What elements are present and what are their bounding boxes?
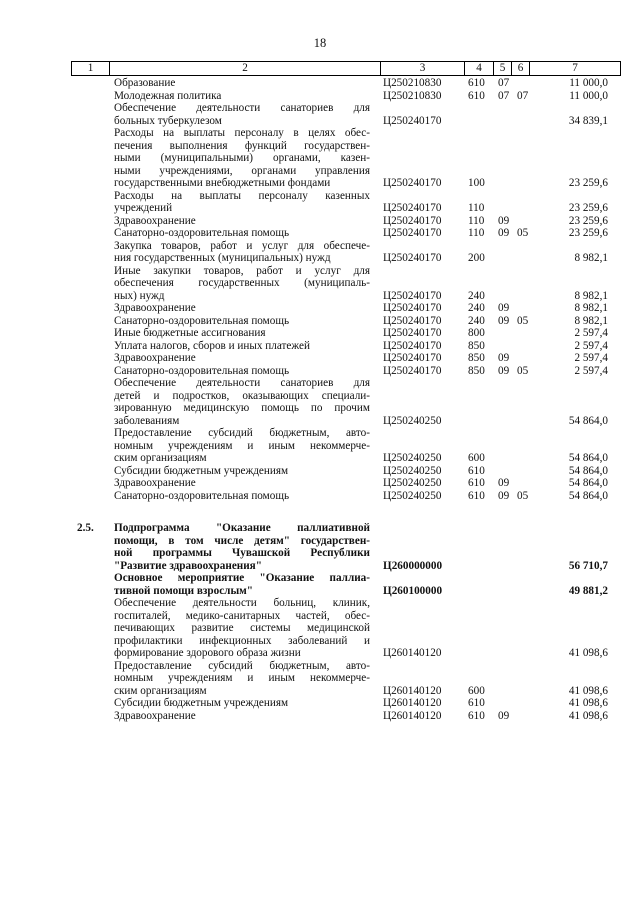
section-code: 09 [498, 314, 510, 327]
target-article-code: Ц250240170 [383, 352, 442, 364]
row-line [0, 190, 640, 203]
target-article-code: Ц250240170 [383, 227, 442, 239]
row-line [0, 115, 640, 128]
target-article-code: Ц250240250 [383, 452, 442, 464]
target-article-code: Ц250240170 [383, 177, 442, 189]
row-line [0, 177, 640, 190]
amount: 2 597,4 [574, 352, 608, 364]
row-line [0, 77, 640, 90]
amount: 54 864,0 [568, 477, 608, 489]
row-name-text: "Развитие здравоохранения" [114, 559, 262, 572]
row-line [0, 622, 640, 635]
header-col-2: 2 [110, 62, 381, 75]
expense-type: 240 [468, 314, 485, 327]
expense-type: 600 [468, 684, 485, 697]
target-article-code: Ц250240250 [383, 489, 442, 502]
row-name-text: Санаторно-оздоровительная помощь [114, 227, 290, 239]
row-name-text: номным учреждениям и иным некоммерче- [114, 439, 370, 452]
row-line [0, 427, 640, 440]
target-article-code: Ц250240250 [383, 464, 442, 477]
row-line [0, 522, 640, 535]
expense-type: 240 [468, 289, 485, 302]
row-line [0, 572, 640, 585]
expense-type: 610 [468, 709, 485, 722]
subsection-code: 05 [517, 364, 529, 377]
row-name-text: больных туберкулезом [114, 114, 222, 127]
subsection-code: 05 [517, 489, 529, 502]
amount: 56 710,7 [568, 559, 608, 572]
table-row [0, 465, 640, 478]
row-name-text: ных) нужд [114, 289, 165, 302]
table-header [71, 61, 621, 76]
section-code: 09 [498, 364, 510, 377]
row-line [0, 465, 640, 478]
expense-type: 610 [468, 464, 485, 477]
table-row [0, 377, 640, 427]
row-line [0, 352, 640, 365]
row-name-text: Уплата налогов, сборов и иных платежей [114, 339, 310, 352]
target-article-code: Ц250240170 [383, 214, 442, 227]
row-name-text: ными учреждениями, органами управления [114, 164, 370, 177]
table-row [0, 77, 640, 90]
row-line [0, 415, 640, 428]
expense-type: 600 [468, 452, 485, 464]
row-name-text: Здравоохранение [114, 214, 196, 227]
table-row [0, 215, 640, 228]
row-line [0, 585, 640, 598]
row-line [0, 265, 640, 278]
table-row [0, 477, 640, 490]
target-article-code: Ц250240170 [383, 252, 442, 264]
row-line [0, 402, 640, 415]
section-code: 07 [498, 77, 510, 89]
expense-type: 610 [468, 89, 485, 102]
row-line [0, 672, 640, 685]
table-row [0, 597, 640, 660]
target-article-code: Ц260140120 [383, 697, 442, 709]
target-article-code: Ц250240250 [383, 414, 442, 427]
row-line [0, 560, 640, 573]
row-line [0, 102, 640, 115]
row-line [0, 440, 640, 453]
amount: 54 864,0 [568, 414, 608, 427]
section-code: 09 [498, 489, 510, 502]
section-code: 07 [498, 89, 510, 102]
section-code: 09 [498, 227, 510, 239]
row-line [0, 327, 640, 340]
table-row [0, 572, 640, 597]
row-line [0, 610, 640, 623]
expense-type: 100 [468, 177, 485, 189]
table-row [0, 190, 640, 215]
budget-table-body [0, 77, 640, 722]
row-name-text: заболеваниям [114, 414, 180, 427]
target-article-code: Ц250240170 [383, 302, 442, 314]
row-name-text: зированную медицинскую помощь по прочим [114, 402, 370, 414]
table-row [0, 502, 640, 522]
row-line [0, 140, 640, 153]
row-name-text: Образование [114, 77, 176, 89]
section-code: 09 [498, 477, 510, 489]
row-name-text: ским организациям [114, 684, 207, 697]
row-line [0, 302, 640, 315]
row-line [0, 227, 640, 240]
expense-type: 610 [468, 77, 485, 89]
row-line [0, 477, 640, 490]
section-code: 09 [498, 352, 510, 364]
amount: 8 982,1 [574, 302, 608, 314]
row-name-text: обеспечения государственных (муниципаль- [114, 277, 370, 289]
amount: 8 982,1 [574, 252, 608, 264]
table-row [0, 302, 640, 315]
row-line [0, 635, 640, 648]
table-row [0, 340, 640, 353]
row-name-text: Здравоохранение [114, 352, 196, 364]
target-article-code: Ц260140120 [383, 709, 442, 722]
row-line [0, 90, 640, 103]
row-name-text: формирование здорового образа жизни [114, 647, 301, 659]
target-article-code: Ц250240170 [383, 327, 442, 339]
table-row [0, 427, 640, 465]
header-col-5: 5 [494, 62, 512, 75]
row-line [0, 165, 640, 178]
table-row [0, 90, 640, 103]
row-line [0, 240, 640, 253]
target-article-code: Ц250210830 [383, 89, 442, 102]
amount: 54 864,0 [568, 489, 608, 502]
target-article-code: Ц260140120 [383, 647, 442, 659]
header-col-4: 4 [465, 62, 494, 75]
row-name-text: Здравоохранение [114, 709, 196, 722]
row-line [0, 685, 640, 698]
row-name-text: печения выполнения функций государствен- [114, 139, 370, 152]
amount: 41 098,6 [568, 647, 608, 659]
row-line [0, 252, 640, 265]
row-name-text: Санаторно-оздоровительная помощь [114, 364, 290, 377]
row-name-text: Обеспечение деятельности больниц, клиник, [114, 597, 370, 609]
amount: 54 864,0 [568, 464, 608, 477]
expense-type: 240 [468, 302, 485, 314]
row-name-text: Иные закупки товаров, работ и услуг для [114, 264, 370, 277]
amount: 2 597,4 [574, 327, 608, 339]
amount: 23 259,6 [568, 227, 608, 239]
row-name-text: Расходы на выплаты персоналу казенных [114, 189, 370, 202]
row-name-text: помощи, в том числе детям" государствен- [114, 534, 370, 547]
row-name-text: Обеспечение деятельности санаториев для [114, 102, 370, 114]
row-line [0, 390, 640, 403]
amount: 11 000,0 [569, 77, 608, 89]
subsection-code: 05 [517, 314, 529, 327]
target-article-code: Ц250240250 [383, 477, 442, 489]
row-name-text: госпиталей, медико-санитарных частей, обес- [114, 609, 370, 622]
table-row [0, 352, 640, 365]
row-name-text: Здравоохранение [114, 477, 196, 489]
row-line [0, 127, 640, 140]
row-line [0, 315, 640, 328]
amount: 41 098,6 [568, 684, 608, 697]
row-name-text: ными (муниципальными) органами, казен- [114, 152, 370, 164]
row-line [0, 290, 640, 303]
target-article-code: Ц250240170 [383, 202, 442, 214]
row-line [0, 365, 640, 378]
row-line [0, 490, 640, 503]
amount: 23 259,6 [568, 214, 608, 227]
row-name-text: печивающих развитие системы медицинской [114, 622, 370, 634]
row-name-text: ной программы Чувашской Республики [114, 547, 370, 559]
table-row [0, 660, 640, 698]
row-line [0, 597, 640, 610]
row-line [0, 697, 640, 710]
row-name-text: детей и подростков, оказывающих специали- [114, 389, 370, 402]
target-article-code: Ц260000000 [383, 559, 443, 572]
table-row [0, 522, 640, 572]
subsection-code: 07 [517, 89, 529, 102]
row-name-text: ния государственных (муниципальных) нужд [114, 252, 331, 264]
row-name-text: Санаторно-оздоровительная помощь [114, 489, 290, 502]
section-code: 09 [498, 302, 510, 314]
row-name-text: профилактики инфекционных заболеваний и [114, 634, 370, 647]
section-code: 09 [498, 709, 510, 722]
amount: 41 098,6 [568, 709, 608, 722]
header-col-3: 3 [381, 62, 465, 75]
row-name-text: Молодежная политика [114, 89, 222, 102]
subsection-code: 05 [517, 227, 529, 239]
row-line [0, 277, 640, 290]
row-line [0, 547, 640, 560]
target-article-code: Ц260140120 [383, 684, 442, 697]
row-name-text: тивной помощи взрослым" [114, 584, 254, 597]
row-line [0, 660, 640, 673]
row-name-text: Иные бюджетные ассигнования [114, 327, 266, 339]
header-col-7: 7 [572, 62, 578, 74]
row-name-text: Здравоохранение [114, 302, 196, 314]
row-line [0, 710, 640, 723]
amount: 54 864,0 [568, 452, 608, 464]
row-name-text: номным учреждениям и иным некоммерче- [114, 672, 370, 684]
row-name-text: Подпрограмма "Оказание паллиативной [114, 522, 370, 534]
row-name-text: Субсидии бюджетным учреждениям [114, 464, 289, 477]
table-row [0, 697, 640, 710]
expense-type: 110 [468, 227, 485, 239]
table-row [0, 227, 640, 240]
target-article-code: Ц250240170 [383, 364, 442, 377]
table-row [0, 102, 640, 127]
target-article-code: Ц250240170 [383, 289, 442, 302]
row-line [0, 377, 640, 390]
expense-type: 850 [468, 352, 485, 364]
expense-type: 110 [468, 214, 485, 227]
expense-type: 110 [468, 202, 485, 214]
row-line [0, 202, 640, 215]
amount: 23 259,6 [568, 177, 608, 189]
table-row [0, 240, 640, 265]
table-row [0, 365, 640, 378]
target-article-code: Ц250240170 [383, 314, 442, 327]
table-row [0, 265, 640, 303]
table-row [0, 490, 640, 503]
expense-type: 610 [468, 477, 485, 489]
table-row [0, 327, 640, 340]
amount: 11 000,0 [569, 89, 608, 102]
row-name-text: учреждений [114, 202, 173, 214]
row-line [0, 152, 640, 165]
row-line [0, 647, 640, 660]
amount: 34 839,1 [568, 114, 608, 127]
table-row [0, 315, 640, 328]
amount: 8 982,1 [574, 289, 608, 302]
row-name-text: Предоставление субсидий бюджетным, авто- [114, 659, 370, 672]
table-row [0, 710, 640, 723]
amount: 23 259,6 [568, 202, 608, 214]
target-article-code: Ц250240170 [383, 114, 442, 127]
expense-type: 850 [468, 364, 485, 377]
expense-type: 850 [468, 339, 485, 352]
amount: 49 881,2 [568, 584, 608, 597]
header-col-1: 1 [72, 62, 110, 75]
section-number: 2.5. [77, 522, 94, 534]
amount: 2 597,4 [574, 364, 608, 377]
row-name-text: Санаторно-оздоровительная помощь [114, 314, 290, 327]
amount: 8 982,1 [574, 314, 608, 327]
row-line [0, 535, 640, 548]
row-name-text: Закупка товаров, работ и услуг для обеспече- [114, 239, 370, 252]
amount: 41 098,6 [568, 697, 608, 709]
row-name-text: ским организациям [114, 452, 207, 464]
row-name-text: Обеспечение деятельности санаториев для [114, 377, 370, 389]
row-line [0, 340, 640, 353]
row-line [0, 215, 640, 228]
row-name-text: Расходы на выплаты персоналу в целях обес- [114, 127, 370, 139]
expense-type: 800 [468, 327, 485, 339]
page-number: 18 [313, 36, 327, 50]
section-code: 09 [498, 214, 510, 227]
expense-type: 610 [468, 697, 485, 709]
table-row [0, 127, 640, 190]
amount: 2 597,4 [574, 339, 608, 352]
target-article-code: Ц250240170 [383, 339, 442, 352]
row-name-text: Предоставление субсидий бюджетным, авто- [114, 427, 370, 439]
row-name-text: государственными внебюджетными фондами [114, 177, 331, 189]
row-name-text: Субсидии бюджетным учреждениям [114, 697, 289, 709]
expense-type: 610 [468, 489, 485, 502]
expense-type: 200 [468, 252, 485, 264]
row-name-text: Основное мероприятие "Оказание паллиа- [114, 572, 370, 584]
row-line [0, 452, 640, 465]
target-article-code: Ц250210830 [383, 77, 442, 89]
target-article-code: Ц260100000 [383, 584, 443, 597]
header-col-6: 6 [512, 62, 530, 75]
